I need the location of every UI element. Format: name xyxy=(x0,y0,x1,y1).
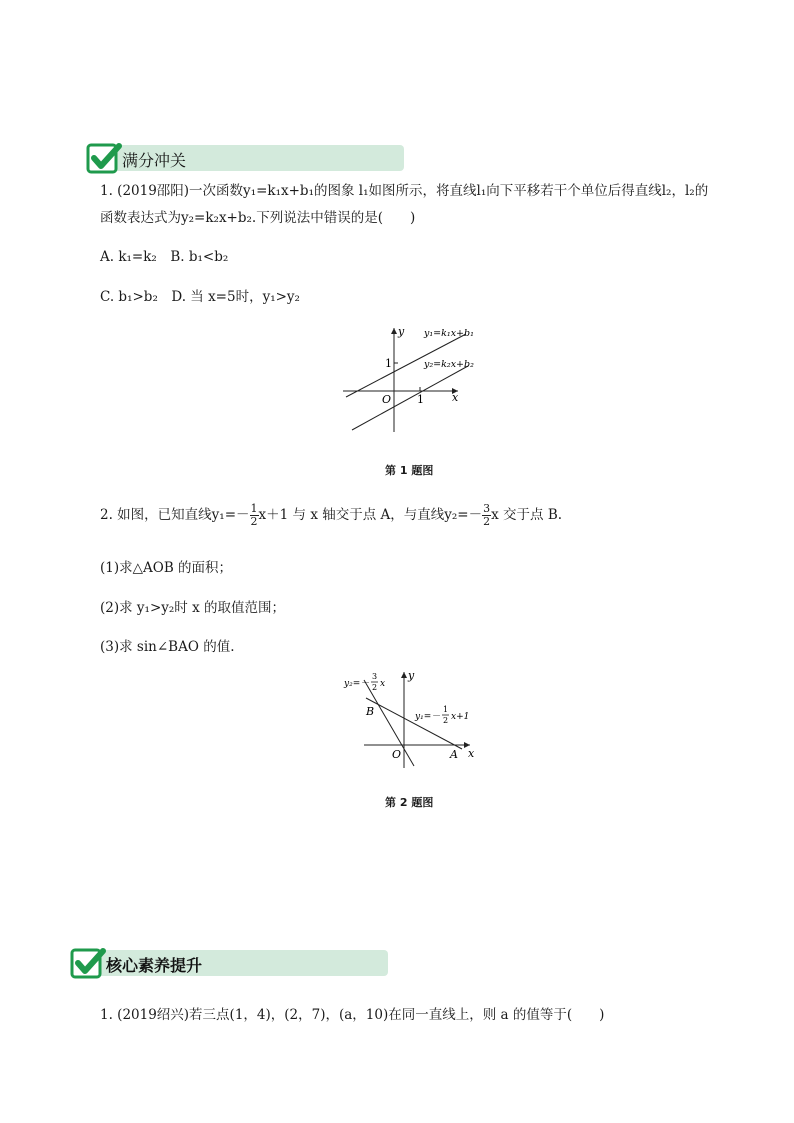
label-y2-den: 2 xyxy=(372,683,378,692)
tick-label-x1: 1 xyxy=(417,393,424,406)
q1-stem-line1: 1. (2019邵阳)一次函数y₁=k₁x+b₁的图象 l₁如图所示，将直线l₁向下平移若干个单位后得直线l₂，l₂的 xyxy=(100,183,709,199)
checkmark-icon xyxy=(70,946,106,980)
q2-figure-caption: 第 2 题图 xyxy=(385,796,434,809)
label-y2-prefix: y₂=－ xyxy=(344,679,370,689)
label-y1-num: 1 xyxy=(443,705,449,714)
label-x: x xyxy=(452,391,459,404)
q2-part-1: (1)求△AOB 的面积； xyxy=(100,560,233,576)
label-y1-prefix: y₁=－ xyxy=(415,712,441,722)
checkmark-icon xyxy=(86,141,122,175)
section-title: 核心素养提升 xyxy=(106,956,203,975)
label-y2-suffix: x xyxy=(380,679,386,689)
q2-fraction-2: $\frac{3}{2}$ xyxy=(483,502,491,528)
label-y1-den: 2 xyxy=(443,716,449,725)
section-title: 满分冲关 xyxy=(122,151,187,170)
label-l2: y₂=k₂x+b₂ xyxy=(424,359,474,370)
label-y: y xyxy=(398,325,405,338)
section-banner-full-marks xyxy=(86,145,404,173)
label-origin: O xyxy=(382,393,392,406)
label-y1-suffix: x+1 xyxy=(451,712,470,722)
label-y: y xyxy=(408,669,415,682)
q2-fraction-1: $\frac{1}{2}$ xyxy=(250,502,258,528)
q2-part-3: (3)求 sin∠BAO 的值. xyxy=(100,639,235,655)
q2-part-2: (2)求 y₁>y₂时 x 的取值范围； xyxy=(100,600,285,616)
q1-options-cd: C. b₁>b₂ D. 当 x=5时，y₁>y₂ xyxy=(100,289,300,305)
line-l2 xyxy=(352,366,468,430)
label-y2-num: 3 xyxy=(372,672,378,681)
label-point-a: A xyxy=(450,748,458,761)
label-x: x xyxy=(468,747,475,760)
section-banner-core-literacy xyxy=(70,950,388,978)
line-y2 xyxy=(364,680,414,766)
label-point-b: B xyxy=(366,705,375,718)
q2-stem-part-c: x 交于点 B. xyxy=(491,507,563,523)
label-origin: O xyxy=(392,748,402,761)
q1-options-ab: A. k₁=k₂ B. b₁<b₂ xyxy=(100,249,229,265)
label-l1: y₁=k₁x+b₁ xyxy=(424,328,474,339)
q1-figure xyxy=(338,322,488,434)
q2-stem-part-a: 2. 如图，已知直线y₁=－ xyxy=(100,507,250,523)
q1-figure-caption: 第 1 题图 xyxy=(385,464,434,477)
q1-stem-line2: 函数表达式为y₂=k₂x+b₂.下列说法中错误的是( ) xyxy=(100,210,416,226)
q3-stem: 1. (2019绍兴)若三点(1，4)，(2，7)，(a，10)在同一直线上，则 a 的值等于( ) xyxy=(100,1007,605,1023)
tick-label-y1: 1 xyxy=(385,357,392,370)
q2-stem xyxy=(100,503,562,528)
q2-stem-part-b: x＋1 与 x 轴交于点 A，与直线y₂=－ xyxy=(258,507,483,523)
q2-figure xyxy=(340,666,480,770)
